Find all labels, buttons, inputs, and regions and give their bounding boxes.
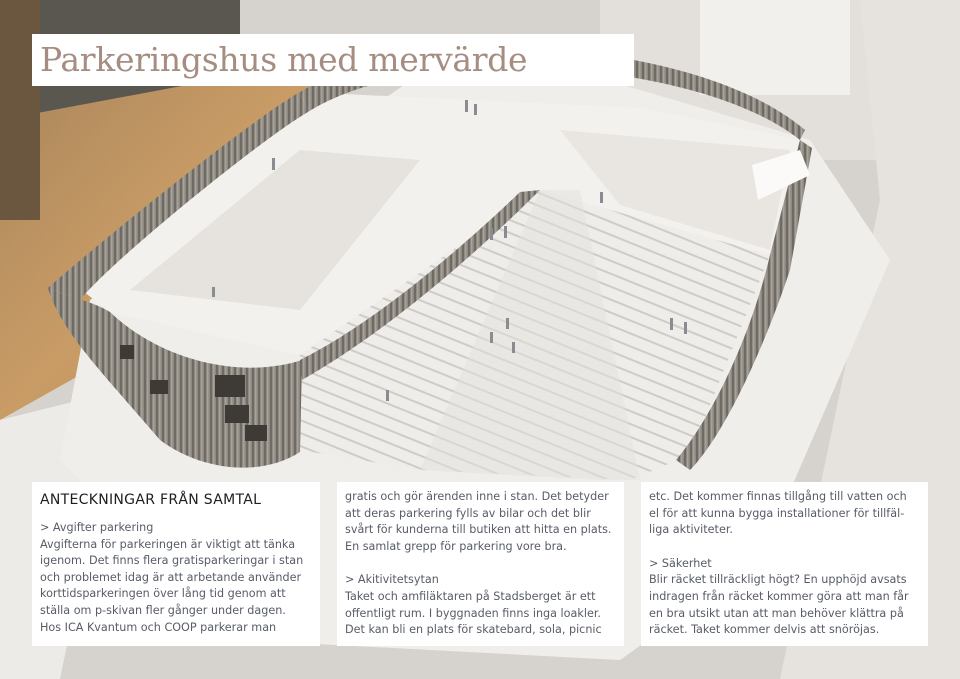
notes-line: och problemet idag är att arbetande använder <box>40 570 302 584</box>
notes-card-right <box>641 482 928 646</box>
notes-line: en bra utsikt utan att man behöver klättra på <box>649 606 904 620</box>
notes-card-middle <box>337 482 624 646</box>
paragraph-gap <box>345 555 616 572</box>
notes-line: igenom. Det finns flera gratisparkeringar i stan <box>40 554 304 568</box>
notes-line: En samlat grepp för parkering vore bra. <box>345 539 567 553</box>
notes-line: gratis och gör ärenden inne i stan. Det betyder <box>345 490 609 503</box>
notes-line: svårt för kunderna till butiken att hitta en plats. <box>345 523 612 537</box>
notes-line: korttidsparkeringen över lång tid genom att <box>40 587 286 601</box>
notes-card-left <box>32 482 320 646</box>
paragraph-gap <box>649 539 920 556</box>
notes-line: etc. Det kommer finnas tillgång till vatten och <box>649 490 907 503</box>
notes-line: el för att kunna bygga installationer för tillfäl- <box>649 506 905 520</box>
notes-line: offentligt rum. I byggnaden finns inga loakler. <box>345 606 601 620</box>
notes-line: att deras parkering fylls av bilar och det blir <box>345 506 591 520</box>
notes-line: Hos ICA Kvantum och COOP parkerar man <box>40 620 277 634</box>
notes-line: Avgifterna för parkeringen är viktigt att tänka <box>40 537 296 551</box>
notes-line: Taket och amfiläktaren på Stadsberget är ett <box>345 589 596 603</box>
notes-line: > Akitivitetsytan <box>345 573 439 587</box>
notes-line: Det kan bli en plats för skatebard, sola, picnic <box>345 623 602 637</box>
notes-line: > Avgifter parkering <box>40 521 154 534</box>
notes-line: indragen från räcket kommer göra att man får <box>649 589 909 603</box>
notes-heading: ANTECKNINGAR FRÅN SAMTAL <box>40 492 262 508</box>
notes-line: liga aktiviteter. <box>649 523 733 537</box>
notes-line: räcket. Taket kommer delvis att snöröjas. <box>649 623 880 637</box>
notes-line: Blir räcket tillräckligt högt? En upphöjd avsats <box>649 573 907 587</box>
page-title: Parkeringshus med mervärde <box>40 40 528 79</box>
notes-line: > Säkerhet <box>649 556 712 570</box>
notes-line: ställa om p-skivan fler gånger under dagen. <box>40 603 286 617</box>
title-banner <box>32 34 634 86</box>
